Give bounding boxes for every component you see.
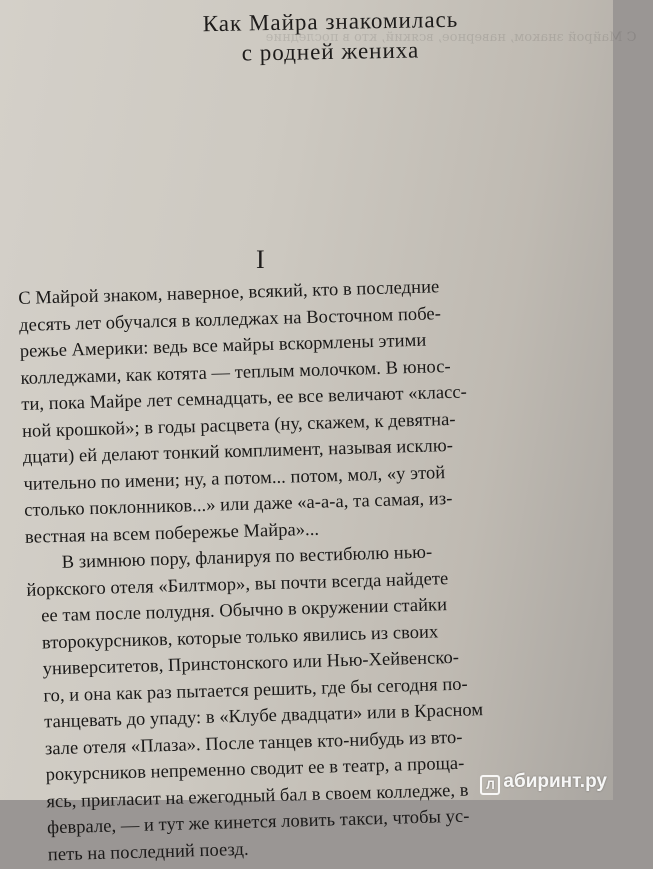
text-line: ее там после полудня. Обычно в окружении стайки bbox=[40, 595, 448, 627]
labirint-watermark bbox=[480, 771, 607, 795]
text-line: чительно по имени; ну, а потом... потом, мол, «у этой bbox=[23, 462, 446, 495]
text-line: В зимнюю пору, фланируя по вестибюлю нью- bbox=[61, 542, 433, 573]
text-line: С Майрой знаком, наверное, всякий, кто в последние bbox=[18, 277, 440, 309]
chapter-title-line-1: Как Майра знакомилась bbox=[202, 6, 459, 37]
text-line: второкурсников, которые только явились из своих bbox=[41, 621, 439, 653]
text-line: феврале, — и тут же кинется ловить такси, чтобы ус- bbox=[46, 806, 470, 839]
text-line: десять лет обучался в колледжах на Восточном побе- bbox=[18, 303, 442, 336]
text-line: ясь, пригласит на ежегодный бал в своем колледже, в bbox=[46, 780, 469, 812]
text-line: рокурсников непременно сводит ее в театр, а проща- bbox=[45, 753, 465, 786]
bleed-line: С Майрой знаком, наверное, всякий, кто в последние bbox=[265, 30, 637, 45]
chapter-title-line-2: с родней жениха bbox=[241, 37, 420, 66]
text-line: университетов, Принстонского или Нью-Хейвенско- bbox=[42, 647, 460, 680]
text-line: зале отеля «Плаза». После танцев кто-нибудь из вто- bbox=[44, 727, 463, 759]
text-line: режье Америки: ведь все майры вскормлены этими bbox=[19, 330, 427, 362]
watermark-text: абиринт.ру bbox=[503, 771, 607, 792]
text-line: петь на последний поезд. bbox=[47, 839, 249, 865]
text-line: ной крошкой»; в годы расцвета (ну, скажем, к девятна- bbox=[21, 409, 456, 442]
text-line: дцати) ей делают тонкий комплимент, называя исклю- bbox=[22, 435, 454, 468]
text-line: танцевать до упаду: в «Клубе двадцати» или в Красном bbox=[43, 700, 484, 733]
text-line: го, и она как раз пытается решить, где бы сегодня по- bbox=[43, 674, 469, 706]
text-line: ти, пока Майре лет семнадцать, ее все величают «класс- bbox=[21, 382, 468, 415]
text-line: колледжами, как котята — теплым молочком. В юнос- bbox=[20, 356, 451, 389]
text-line: йоркского отеля «Билтмор», вы почти всегда найдете bbox=[26, 568, 449, 601]
text-line: столько поклонников...» или даже «а-а-а, та самая, из- bbox=[24, 488, 453, 521]
text-line: вестная на всем побережье Майра»... bbox=[24, 519, 320, 548]
labirint-logo-icon: Л bbox=[480, 775, 500, 795]
section-number: I bbox=[256, 245, 265, 274]
